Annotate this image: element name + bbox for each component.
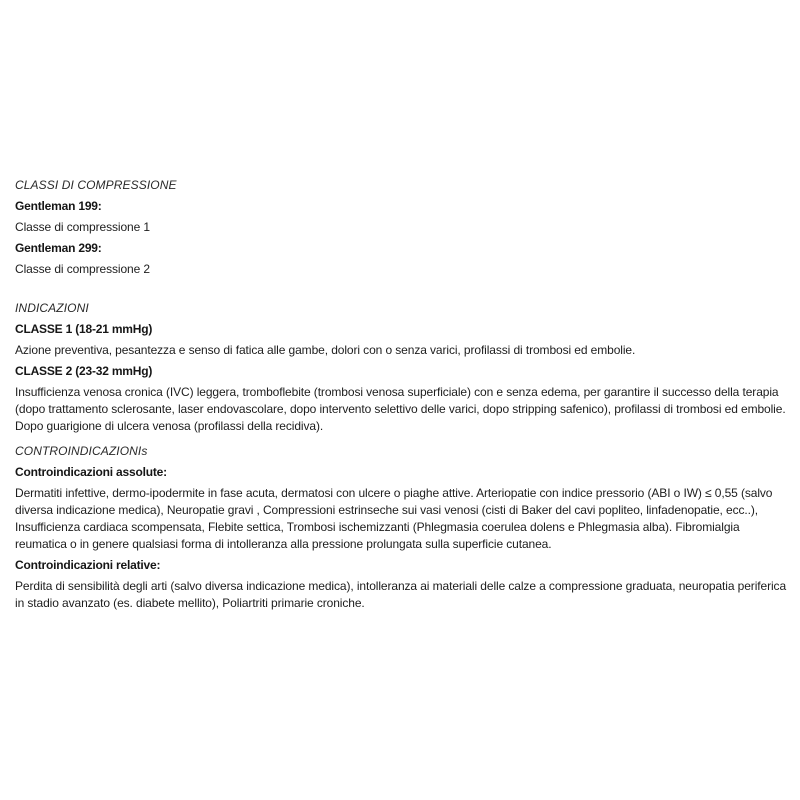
subheading-gentleman-199: Gentleman 199: — [15, 199, 102, 213]
paragraph-controindicazioni-relative: Perdita di sensibilità degli arti (salvo diversa indicazione medica), intolleranza ai materiali delle calze a compressione graduata, neuropatia periferica in stadio avanzato (es. diabete mellito), Poliartriti primarie croniche. — [15, 579, 787, 610]
section-controindicazioni — [15, 443, 792, 612]
text-classe-di-compressione-1: Classe di compressione 1 — [15, 220, 150, 234]
subheading-classe-2: CLASSE 2 (23-32 mmHg) — [15, 364, 153, 378]
section-classi-di-compressione — [15, 177, 792, 278]
subheading-controindicazioni-relative: Controindicazioni relative: — [15, 558, 161, 572]
paragraph-classe-2: Insufficienza venosa cronica (IVC) leggera, tromboflebite (trombosi venosa superficiale) con e senza edema, per garantire il successo della terapia (dopo trattamento sclerosante, laser endovascolare, dopo intervento selettivo delle varici, dopo stripping safenico), profilassi di trombosi ed embolie. Dopo guarigione di ulcera venosa (profilassi della recidiva). — [15, 385, 786, 433]
paragraph-controindicazioni-assolute: Dermatiti infettive, dermo-ipodermite in fase acuta, dermatosi con ulcere o piaghe attive. Arteriopatie con indice pressorio (ABI o IW) ≤ 0,55 (salvo diversa indicazione medica), Neuropatie gravi , Compressioni estrinseche sui vasi venosi (cisti di Baker del cavi popliteo, linfadenopatie, ecc..), Insufficienza cardiaca scompensata, Flebite settica, Trombosi ischemizzanti (Phlegmasia coerulea dolens e Phlegmasia alba). Fibromialgia reumatica o in genere qualsiasi forma di intolleranza alla pressione prolungata sulla superficie cutanea. — [15, 486, 773, 551]
section-heading-classi-di-compressione: CLASSI DI COMPRESSIONE — [15, 178, 177, 192]
subheading-gentleman-299: Gentleman 299: — [15, 241, 102, 255]
subheading-controindicazioni-assolute: Controindicazioni assolute: — [15, 465, 167, 479]
section-heading-indicazioni: INDICAZIONI — [15, 301, 89, 315]
paragraph-classe-1: Azione preventiva, pesantezza e senso di fatica alle gambe, dolori con o senza varici, profilassi di trombosi ed embolie. — [15, 343, 636, 357]
section-heading-controindicazioni: CONTROINDICAZIONIs — [15, 444, 148, 458]
text-classe-di-compressione-2: Classe di compressione 2 — [15, 262, 150, 276]
section-indicazioni — [15, 300, 792, 435]
subheading-classe-1: CLASSE 1 (18-21 mmHg) — [15, 322, 153, 336]
